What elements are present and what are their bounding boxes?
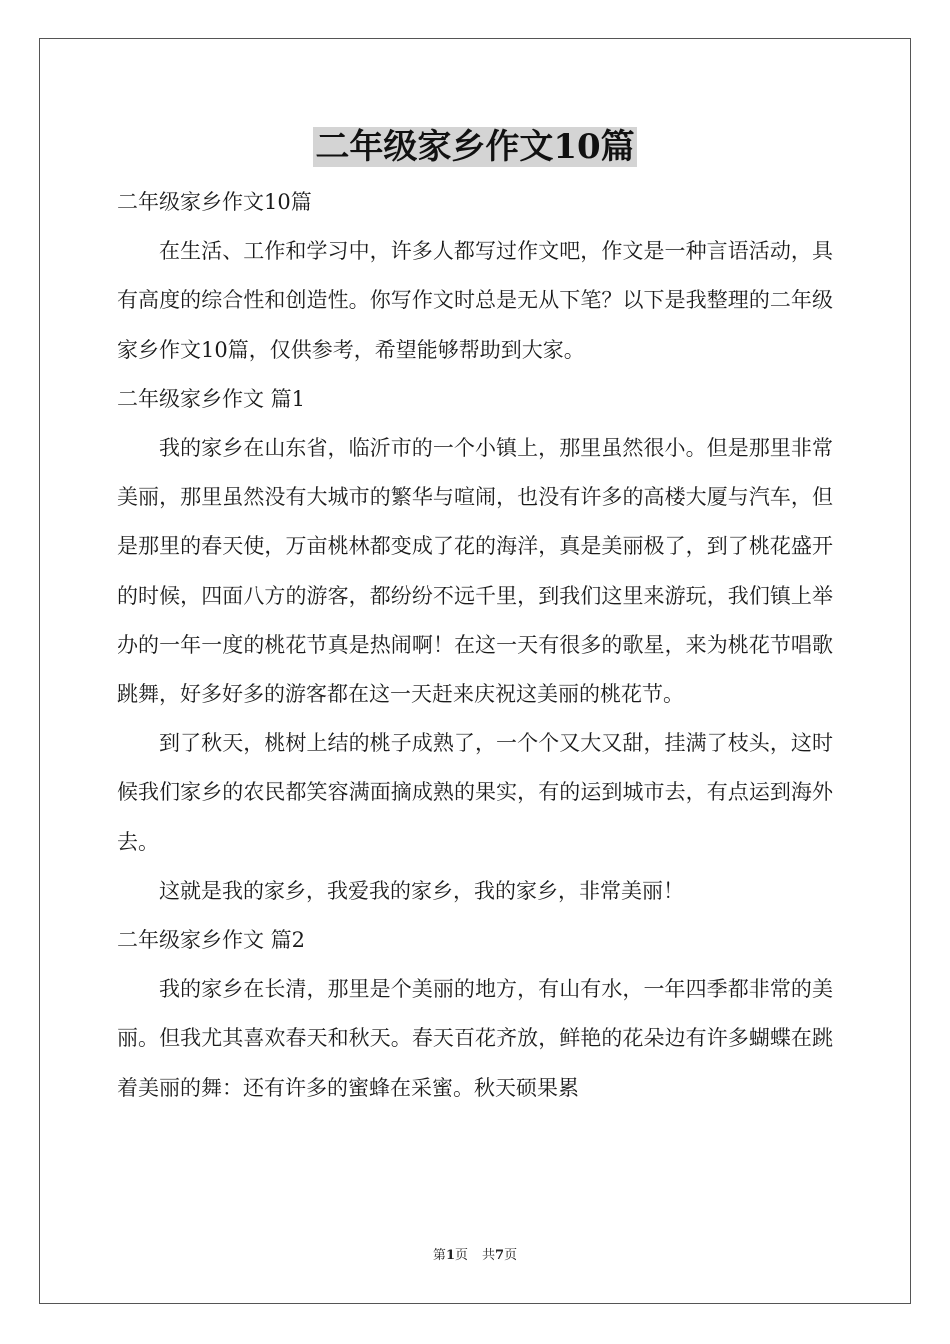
paragraph-essay-1-part-2: 到了秋天，桃树上结的桃子成熟了，一个个又大又甜，挂满了枝头，这时候我们家乡的农民都笑容满面摘成熟的果实，有的运到城市去，有点运到海外去。 — [117, 731, 833, 854]
footer-page-prefix: 第 — [432, 1248, 446, 1263]
title-container — [0, 127, 950, 167]
paragraph-essay-1-part-3: 这就是我的家乡，我爱我的家乡，我的家乡，非常美丽！ — [159, 878, 684, 903]
footer-total-prefix: 共 — [482, 1248, 496, 1263]
paragraph-intro: 在生活、工作和学习中，许多人都写过作文吧，作文是一种言语活动，具有高度的综合性和创造性。你写作文时总是无从下笔？以下是我整理的二年级家乡作文10篇，仅供参考，希望能够帮助到大家。 — [117, 239, 833, 362]
footer-total-unit: 页 — [504, 1248, 518, 1263]
document-body — [117, 178, 833, 1113]
document-title: 二年级家乡作文10篇 — [315, 127, 635, 167]
footer-page-current: 1 — [445, 1248, 455, 1263]
page-footer — [0, 1246, 950, 1266]
paragraph-essay-1-part-1: 我的家乡在山东省，临沂市的一个小镇上，那里虽然很小。但是那里非常美丽，那里虽然没有大城市的繁华与喧闹，也没有许多的高楼大厦与汽车，但是那里的春天使，万亩桃林都变成了花的海洋，真是美丽极了，到了桃花盛开的时候，四面八方的游客，都纷纷不远千里，到我们这里来游玩，我们镇上举办的一年一度的桃花节真是热闹啊！在这一天有很多的歌星，来为桃花节唱歌跳舞，好多好多的游客都在这一天赶来庆祝这美丽的桃花节。 — [117, 436, 833, 707]
section-heading-essay-1: 二年级家乡作文 篇1 — [117, 386, 306, 411]
section-heading-essay-2: 二年级家乡作文 篇2 — [117, 928, 306, 953]
paragraph-essay-2-part-1: 我的家乡在长清，那里是个美丽的地方，有山有水，一年四季都非常的美丽。但我尤其喜欢春天和秋天。春天百花齐放，鲜艳的花朵边有许多蝴蝶在跳着美丽的舞：还有许多的蜜蜂在采蜜。秋天硕果累 — [117, 977, 833, 1100]
footer-page-unit: 页 — [454, 1248, 468, 1263]
section-heading: 二年级家乡作文10篇 — [117, 190, 312, 214]
footer-page-total: 7 — [495, 1248, 505, 1263]
